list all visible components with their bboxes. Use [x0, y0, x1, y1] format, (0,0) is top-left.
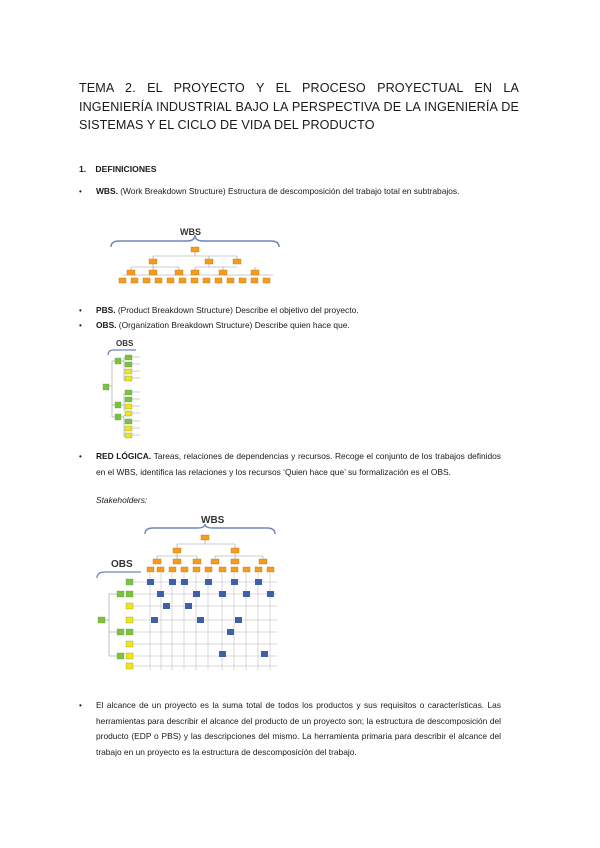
matrix-obs-connectors: [105, 594, 117, 656]
bullet-pbs: [79, 303, 501, 319]
text-alcance: El alcance de un proyecto es la suma total de todos los productos y sus requisitos o características. Las herramientas para describir el alcance del producto de un proyecto son; la estructura de descomposición del producto (EDP o PBS) y las descripciones del mismo. La herramienta primaria para describir el alcance del trabajo en un proyecto es la estructura de descomposición del trabajo.: [96, 700, 501, 757]
obs-connectors: [109, 357, 124, 437]
section-title: DEFINICIONES: [95, 164, 157, 174]
matrix-assignments: [147, 579, 274, 657]
bullet-dot-icon: •: [79, 452, 82, 461]
text-pbs: (Product Breakdown Structure) Describe el objetivo del proyecto.: [115, 305, 359, 315]
bullet-red-logica: [79, 449, 501, 480]
bullet-dot-icon: •: [79, 321, 82, 330]
obs-label: OBS: [116, 339, 134, 348]
matrix-wbs-nodes: [147, 535, 274, 572]
term-red-logica: RED LÓGICA.: [96, 451, 152, 461]
bullet-dot-icon: •: [79, 187, 82, 196]
wbs-label: WBS: [180, 227, 201, 237]
term-pbs: PBS.: [96, 305, 116, 315]
bullet-obs: [79, 318, 501, 334]
matrix-obs-brace: [97, 572, 141, 578]
matrix-obs-label: OBS: [111, 559, 133, 570]
obs-brace: [108, 350, 136, 355]
stakeholders-label: Stakeholders:: [96, 495, 148, 505]
obs-leaf-lines: [132, 357, 140, 435]
wbs-obs-matrix-diagram: [95, 510, 285, 675]
term-obs: OBS.: [96, 320, 117, 330]
matrix-wbs-label: WBS: [201, 515, 225, 526]
obs-nodes: [103, 355, 132, 438]
text-red-logica: Tareas, relaciones de dependencias y recursos. Recoge el conjunto de los trabajos definidos en el WBS, identifica las relaciones y los recursos ‘Quien hace que’ su formalización es el OBS.: [96, 451, 501, 477]
bullet-wbs: [79, 184, 501, 200]
text-wbs: (Work Breakdown Structure) Estructura de descomposición del trabajo total en subtrabajos.: [117, 186, 460, 196]
bullet-alcance: [79, 698, 501, 760]
obs-diagram: [98, 337, 148, 447]
section-heading: [79, 164, 157, 174]
text-obs: (Organization Breakdown Structure) Describe quien hace que.: [116, 320, 350, 330]
matrix-obs-nodes: [98, 579, 133, 669]
bullet-dot-icon: •: [79, 306, 82, 315]
bullet-dot-icon: •: [79, 701, 82, 710]
wbs-diagram: [105, 224, 285, 288]
term-wbs: WBS.: [96, 186, 118, 196]
section-number: 1.: [79, 164, 87, 174]
page-title: TEMA 2. EL PROYECTO Y EL PROCESO PROYECTUAL EN LA INGENIERÍA INDUSTRIAL BAJO LA PERSPECTIVA DE LA INGENIERÍA DE SISTEMAS Y EL CICLO DE VIDA DEL PRODUCTO: [79, 81, 519, 132]
wbs-nodes: [119, 247, 270, 283]
